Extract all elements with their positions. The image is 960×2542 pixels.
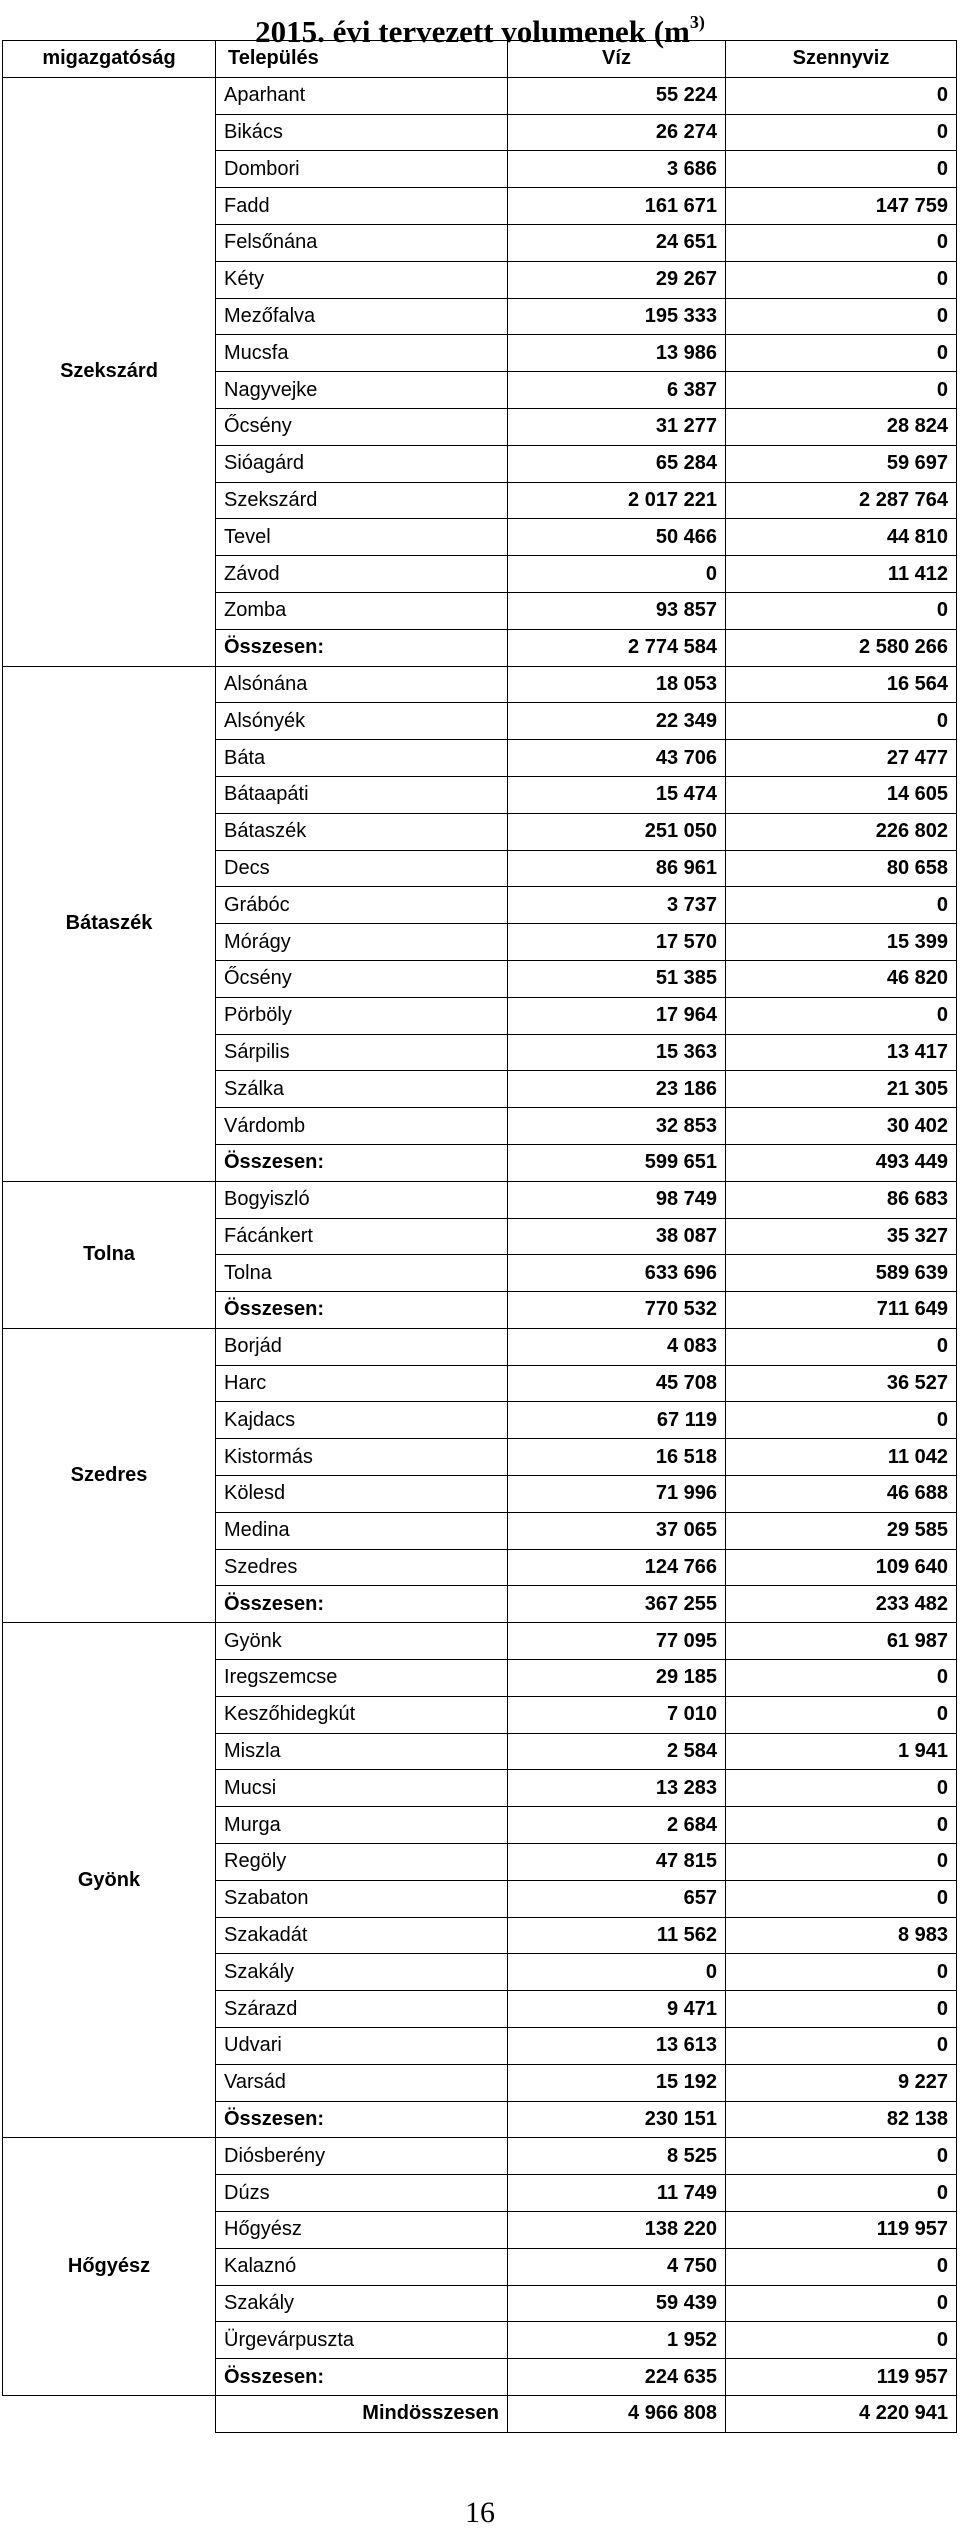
water-cell: 8 525 <box>508 2138 726 2175</box>
water-cell: 633 696 <box>508 1255 726 1292</box>
sewage-cell: 44 810 <box>726 519 957 556</box>
sewage-cell: 80 658 <box>726 850 957 887</box>
sewage-cell: 0 <box>726 335 957 372</box>
water-cell: 13 283 <box>508 1770 726 1807</box>
water-cell: 23 186 <box>508 1071 726 1108</box>
grand-total-sewage: 4 220 941 <box>726 2396 957 2433</box>
settlement-cell: Szakadát <box>216 1917 508 1954</box>
header-water: Víz <box>508 41 726 78</box>
volume-table <box>2 40 957 2433</box>
settlement-cell: Ürgevárpuszta <box>216 2322 508 2359</box>
settlement-cell: Szakály <box>216 2285 508 2322</box>
subtotal-label: Összesen: <box>216 1586 508 1623</box>
sewage-cell: 0 <box>726 2028 957 2065</box>
sewage-cell: 0 <box>726 1402 957 1439</box>
water-cell: 29 185 <box>508 1660 726 1697</box>
settlement-cell: Kalaznó <box>216 2248 508 2285</box>
sewage-cell: 0 <box>726 2138 957 2175</box>
settlement-cell: Borjád <box>216 1328 508 1365</box>
water-cell: 37 065 <box>508 1512 726 1549</box>
settlement-cell: Alsónána <box>216 666 508 703</box>
water-cell: 6 387 <box>508 372 726 409</box>
settlement-cell: Kéty <box>216 261 508 298</box>
subtotal-water: 367 255 <box>508 1586 726 1623</box>
water-cell: 47 815 <box>508 1844 726 1881</box>
settlement-cell: Szedres <box>216 1549 508 1586</box>
settlement-cell: Bátaszék <box>216 813 508 850</box>
settlement-cell: Tolna <box>216 1255 508 1292</box>
settlement-cell: Udvari <box>216 2028 508 2065</box>
water-cell: 2 584 <box>508 1733 726 1770</box>
sewage-cell: 0 <box>726 1328 957 1365</box>
sewage-cell: 11 042 <box>726 1439 957 1476</box>
water-cell: 1 952 <box>508 2322 726 2359</box>
water-cell: 13 613 <box>508 2028 726 2065</box>
settlement-cell: Sárpilis <box>216 1034 508 1071</box>
sewage-cell: 0 <box>726 224 957 261</box>
sewage-cell: 28 824 <box>726 408 957 445</box>
subtotal-water: 224 635 <box>508 2359 726 2396</box>
sewage-cell: 0 <box>726 1844 957 1881</box>
water-cell: 93 857 <box>508 592 726 629</box>
subtotal-sewage: 119 957 <box>726 2359 957 2396</box>
sewage-cell: 46 688 <box>726 1476 957 1513</box>
settlement-cell: Keszőhidegkút <box>216 1696 508 1733</box>
table-row <box>3 77 957 114</box>
settlement-cell: Mucsi <box>216 1770 508 1807</box>
water-cell: 4 083 <box>508 1328 726 1365</box>
sewage-cell: 14 605 <box>726 776 957 813</box>
subtotal-label: Összesen: <box>216 2359 508 2396</box>
grand-total-water: 4 966 808 <box>508 2396 726 2433</box>
water-cell: 38 087 <box>508 1218 726 1255</box>
sewage-cell: 2 287 764 <box>726 482 957 519</box>
settlement-cell: Mezőfalva <box>216 298 508 335</box>
settlement-cell: Tevel <box>216 519 508 556</box>
grand-total-spacer <box>3 2396 216 2433</box>
water-cell: 26 274 <box>508 114 726 151</box>
settlement-cell: Nagyvejke <box>216 372 508 409</box>
water-cell: 29 267 <box>508 261 726 298</box>
settlement-cell: Felsőnána <box>216 224 508 261</box>
title-superscript: 3) <box>689 12 705 32</box>
settlement-cell: Harc <box>216 1365 508 1402</box>
subtotal-water: 770 532 <box>508 1292 726 1329</box>
settlement-cell: Kistormás <box>216 1439 508 1476</box>
sewage-cell: 0 <box>726 1770 957 1807</box>
sewage-cell: 226 802 <box>726 813 957 850</box>
water-cell: 55 224 <box>508 77 726 114</box>
sewage-cell: 46 820 <box>726 960 957 997</box>
water-cell: 13 986 <box>508 335 726 372</box>
subtotal-label: Összesen: <box>216 1144 508 1181</box>
sewage-cell: 0 <box>726 1660 957 1697</box>
title-text: 2015. évi tervezett volumenek (m <box>255 14 690 49</box>
grand-total-row <box>3 2396 957 2433</box>
settlement-cell: Szekszárd <box>216 482 508 519</box>
water-cell: 9 471 <box>508 1991 726 2028</box>
water-cell: 24 651 <box>508 224 726 261</box>
grand-total-label: Mindösszesen <box>216 2396 508 2433</box>
settlement-cell: Bogyiszló <box>216 1181 508 1218</box>
sewage-cell: 0 <box>726 298 957 335</box>
sewage-cell: 8 983 <box>726 1917 957 1954</box>
settlement-cell: Dombori <box>216 151 508 188</box>
settlement-cell: Závod <box>216 556 508 593</box>
sewage-cell: 13 417 <box>726 1034 957 1071</box>
settlement-cell: Murga <box>216 1807 508 1844</box>
water-cell: 77 095 <box>508 1623 726 1660</box>
water-cell: 11 749 <box>508 2175 726 2212</box>
sewage-cell: 35 327 <box>726 1218 957 1255</box>
sewage-cell: 16 564 <box>726 666 957 703</box>
settlement-cell: Gyönk <box>216 1623 508 1660</box>
settlement-cell: Diósberény <box>216 2138 508 2175</box>
directorate-cell: Szedres <box>3 1328 216 1622</box>
sewage-cell: 0 <box>726 1991 957 2028</box>
settlement-cell: Pörböly <box>216 997 508 1034</box>
sewage-cell: 86 683 <box>726 1181 957 1218</box>
settlement-cell: Őcsény <box>216 960 508 997</box>
sewage-cell: 0 <box>726 592 957 629</box>
subtotal-water: 230 151 <box>508 2101 726 2138</box>
subtotal-label: Összesen: <box>216 2101 508 2138</box>
water-cell: 195 333 <box>508 298 726 335</box>
sewage-cell: 0 <box>726 2248 957 2285</box>
sewage-cell: 0 <box>726 887 957 924</box>
water-cell: 657 <box>508 1880 726 1917</box>
directorate-cell: Bátaszék <box>3 666 216 1181</box>
sewage-cell: 36 527 <box>726 1365 957 1402</box>
settlement-cell: Dúzs <box>216 2175 508 2212</box>
sewage-cell: 21 305 <box>726 1071 957 1108</box>
sewage-cell: 29 585 <box>726 1512 957 1549</box>
settlement-cell: Bátaapáti <box>216 776 508 813</box>
water-cell: 4 750 <box>508 2248 726 2285</box>
water-cell: 251 050 <box>508 813 726 850</box>
sewage-cell: 0 <box>726 997 957 1034</box>
water-cell: 18 053 <box>508 666 726 703</box>
settlement-cell: Iregszemcse <box>216 1660 508 1697</box>
water-cell: 98 749 <box>508 1181 726 1218</box>
settlement-cell: Miszla <box>216 1733 508 1770</box>
sewage-cell: 11 412 <box>726 556 957 593</box>
sewage-cell: 59 697 <box>726 445 957 482</box>
subtotal-label: Összesen: <box>216 1292 508 1329</box>
water-cell: 71 996 <box>508 1476 726 1513</box>
water-cell: 16 518 <box>508 1439 726 1476</box>
settlement-cell: Medina <box>216 1512 508 1549</box>
settlement-cell: Szálka <box>216 1071 508 1108</box>
settlement-cell: Várdomb <box>216 1108 508 1145</box>
water-cell: 11 562 <box>508 1917 726 1954</box>
settlement-cell: Mórágy <box>216 924 508 961</box>
header-sewage: Szennyviz <box>726 41 957 78</box>
subtotal-label: Összesen: <box>216 629 508 666</box>
directorate-cell: Tolna <box>3 1181 216 1328</box>
sewage-cell: 15 399 <box>726 924 957 961</box>
subtotal-sewage: 233 482 <box>726 1586 957 1623</box>
sewage-cell: 0 <box>726 1880 957 1917</box>
subtotal-sewage: 82 138 <box>726 2101 957 2138</box>
sewage-cell: 147 759 <box>726 188 957 225</box>
settlement-cell: Bikács <box>216 114 508 151</box>
sewage-cell: 27 477 <box>726 740 957 777</box>
settlement-cell: Kölesd <box>216 1476 508 1513</box>
settlement-cell: Mucsfa <box>216 335 508 372</box>
sewage-cell: 30 402 <box>726 1108 957 1145</box>
sewage-cell: 0 <box>726 372 957 409</box>
settlement-cell: Grábóc <box>216 887 508 924</box>
table-header-row <box>3 41 957 78</box>
sewage-cell: 0 <box>726 151 957 188</box>
settlement-cell: Decs <box>216 850 508 887</box>
page-title <box>0 0 960 49</box>
sewage-cell: 0 <box>726 2285 957 2322</box>
subtotal-water: 2 774 584 <box>508 629 726 666</box>
water-cell: 32 853 <box>508 1108 726 1145</box>
page-number: 16 <box>465 2496 495 2529</box>
header-directorate: migazgatóság <box>3 41 216 78</box>
table-row <box>3 2138 957 2175</box>
water-cell: 15 474 <box>508 776 726 813</box>
settlement-cell: Hőgyész <box>216 2212 508 2249</box>
subtotal-water: 599 651 <box>508 1144 726 1181</box>
water-cell: 2 684 <box>508 1807 726 1844</box>
directorate-cell: Gyönk <box>3 1623 216 2138</box>
settlement-cell: Őcsény <box>216 408 508 445</box>
settlement-cell: Fácánkert <box>216 1218 508 1255</box>
water-cell: 3 686 <box>508 151 726 188</box>
water-cell: 43 706 <box>508 740 726 777</box>
subtotal-sewage: 711 649 <box>726 1292 957 1329</box>
water-cell: 0 <box>508 556 726 593</box>
sewage-cell: 0 <box>726 703 957 740</box>
water-cell: 65 284 <box>508 445 726 482</box>
sewage-cell: 0 <box>726 77 957 114</box>
settlement-cell: Báta <box>216 740 508 777</box>
table-row <box>3 666 957 703</box>
water-cell: 67 119 <box>508 1402 726 1439</box>
sewage-cell: 0 <box>726 2322 957 2359</box>
table-row <box>3 1623 957 1660</box>
water-cell: 17 570 <box>508 924 726 961</box>
water-cell: 45 708 <box>508 1365 726 1402</box>
water-cell: 17 964 <box>508 997 726 1034</box>
water-cell: 59 439 <box>508 2285 726 2322</box>
water-cell: 86 961 <box>508 850 726 887</box>
water-cell: 138 220 <box>508 2212 726 2249</box>
water-cell: 50 466 <box>508 519 726 556</box>
water-cell: 161 671 <box>508 188 726 225</box>
sewage-cell: 1 941 <box>726 1733 957 1770</box>
sewage-cell: 0 <box>726 2175 957 2212</box>
sewage-cell: 0 <box>726 1954 957 1991</box>
settlement-cell: Varsád <box>216 2064 508 2101</box>
settlement-cell: Kajdacs <box>216 1402 508 1439</box>
settlement-cell: Regöly <box>216 1844 508 1881</box>
sewage-cell: 0 <box>726 261 957 298</box>
water-cell: 15 192 <box>508 2064 726 2101</box>
table-row <box>3 1181 957 1218</box>
directorate-cell: Hőgyész <box>3 2138 216 2396</box>
sewage-cell: 0 <box>726 1696 957 1733</box>
subtotal-sewage: 2 580 266 <box>726 629 957 666</box>
header-settlement: Település <box>216 41 508 78</box>
water-cell: 51 385 <box>508 960 726 997</box>
water-cell: 31 277 <box>508 408 726 445</box>
settlement-cell: Fadd <box>216 188 508 225</box>
settlement-cell: Alsónyék <box>216 703 508 740</box>
water-cell: 3 737 <box>508 887 726 924</box>
sewage-cell: 119 957 <box>726 2212 957 2249</box>
settlement-cell: Zomba <box>216 592 508 629</box>
settlement-cell: Szakály <box>216 1954 508 1991</box>
settlement-cell: Sióagárd <box>216 445 508 482</box>
subtotal-sewage: 493 449 <box>726 1144 957 1181</box>
table-body <box>3 77 957 2432</box>
water-cell: 2 017 221 <box>508 482 726 519</box>
sewage-cell: 109 640 <box>726 1549 957 1586</box>
sewage-cell: 0 <box>726 1807 957 1844</box>
water-cell: 7 010 <box>508 1696 726 1733</box>
settlement-cell: Aparhant <box>216 77 508 114</box>
table-row <box>3 1328 957 1365</box>
water-cell: 22 349 <box>508 703 726 740</box>
water-cell: 0 <box>508 1954 726 1991</box>
settlement-cell: Szárazd <box>216 1991 508 2028</box>
sewage-cell: 9 227 <box>726 2064 957 2101</box>
settlement-cell: Szabaton <box>216 1880 508 1917</box>
directorate-cell: Szekszárd <box>3 77 216 666</box>
sewage-cell: 589 639 <box>726 1255 957 1292</box>
sewage-cell: 0 <box>726 114 957 151</box>
sewage-cell: 61 987 <box>726 1623 957 1660</box>
water-cell: 15 363 <box>508 1034 726 1071</box>
water-cell: 124 766 <box>508 1549 726 1586</box>
